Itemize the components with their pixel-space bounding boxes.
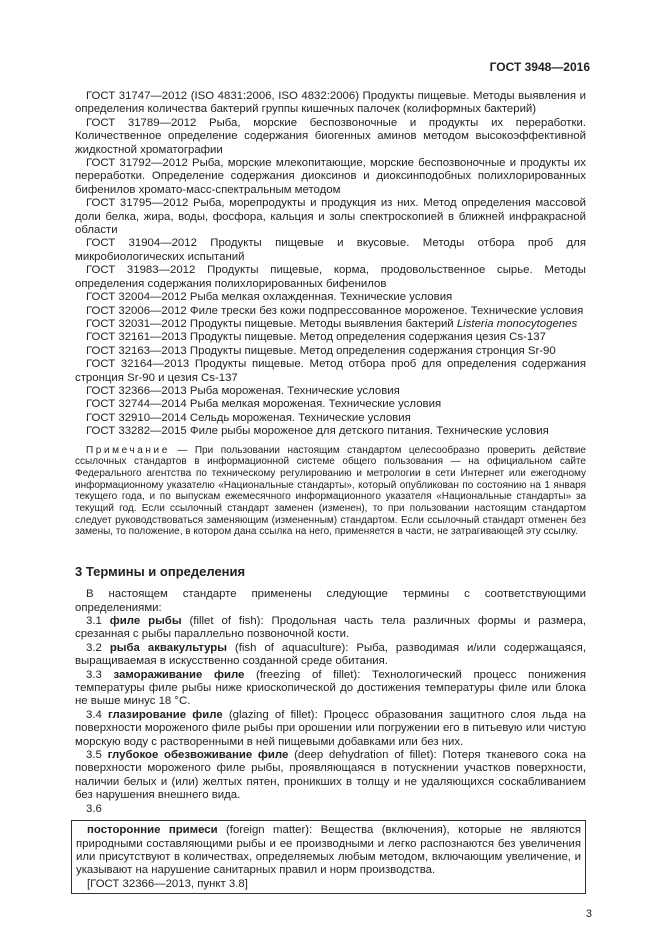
section-intro: В настоящем стандарте применены следующие термины с соответствующими определениями: [75,588,586,614]
term-definition: : Технологический процесс понижения температуры филе рыбы ниже криоскопической до достижения температуры филе или блока не выше минус 18 °С. [75,668,586,708]
term-english: (glazing of fillet) [222,708,315,721]
page-number: 3 [585,908,592,921]
term-english: (fish of aquaculture) [226,641,346,654]
reference-text: ГОСТ 32744—2014 Рыба мелкая мороженая. Технические условия [86,398,442,411]
term-english: (deep dehydration of fillet) [288,749,434,762]
reference-text: ГОСТ 32366—2013 Рыба мороженая. Технические условия [86,384,400,397]
reference-text: ГОСТ 32161—2013 Продукты пищевые. Метод определения содержания цезия Cs-137 [86,331,546,344]
reference-item [75,90,586,117]
note-label: Примечание [86,444,170,456]
term-name: глазирование филе [107,708,223,721]
term-definition-item [75,615,586,642]
reference-text: ГОСТ 32910—2014 Сельдь мороженая. Технические условия [86,411,411,424]
reference-item [75,117,586,157]
reference-item [75,157,586,197]
reference-text: ГОСТ 32031—2012 Продукты пищевые. Методы выявления бактерий [86,317,457,330]
term-definition-item [75,669,586,709]
reference-item [75,412,586,425]
reference-text: ГОСТ 31747—2012 (ISO 4831:2006, ISO 4832:2006) Продукты пищевые. Методы выявления и определения количества бактерий группы кишечных палочек (колиформных бактерий) [75,90,586,116]
term-number: 3.2 [86,641,110,654]
reference-italic-text: Listeria monocytogenes [456,317,578,330]
term-name: рыба аквакультуры [109,641,227,654]
reference-text: ГОСТ 31789—2012 Рыба, морские беспозвоночные и продукты их переработки. Количественное определение содержания биогенных аминов методом высокоэффективной жидкостной хроматографии [75,116,586,156]
term-name: глубокое обезвоживание филе [107,749,289,762]
reference-item [75,264,586,291]
normative-references-list [75,90,586,439]
reference-item [75,291,586,304]
quoted-term-box [71,820,586,894]
reference-item [75,197,586,237]
reference-text: ГОСТ 33282—2015 Филе рыбы мороженое для детского питания. Технические условия [86,425,549,438]
term-english: (foreign matter) [217,824,310,837]
term-source: [ГОСТ 32366—2013, пункт 3.8] [87,877,248,890]
term-definition: : Процесс образования защитного слоя льда на поверхности мороженого филе рыбы при орошении или погружении его в питьевую или чистую морскую воду с растворенными в ней пищевыми добавками или без них. [75,708,587,748]
reference-text: ГОСТ 32004—2012 Рыба мелкая охлажденная. Технические условия [86,291,453,304]
reference-item [75,385,586,398]
term-definition: : Потеря тканевого сока на поверхности мороженого филе рыбы, проявляющаяся в потускнении участков поверхности, наличии белых и (или) желтых пятен, проникших в толщу и не удаляющихся соскабливанием без нарушения внешнего вида. [75,749,587,802]
reference-item [75,425,586,438]
term-english: (fillet of fish) [181,615,261,627]
reference-item [75,318,586,331]
reference-item [75,237,586,264]
term-english: (freezing of fillet) [244,668,358,681]
document-header: ГОСТ 3948—2016 [489,60,590,74]
term-definition: : Вещества (включения), которые не являются природными составляющими рыбы и ее производными и легко распознаются без увеличения или присутствуют в количествах, определяемых любым методом, включающим увеличение, и указывают на нарушение санитарных правил и норм производства. [76,824,582,877]
reference-text: ГОСТ 31792—2012 Рыба, морские млекопитающие, морские беспозвоночные и продукты их переработки. Определение содержания диоксинов и диоксинподобных полихлорированных бифенилов хромато-масс-спектральным методом [75,157,586,196]
section-title: 3 Термины и определения [75,564,246,580]
terms-list [75,588,586,894]
note-text: — При пользовании настоящим стандартом целесообразно проверить действие ссылочных стандартов в информационной системе общего пользования — на официальном сайте Федерального агентства по техническому регулированию и метрологии в сети Интернет или ежегодному информационному указателю «Национальные стандарты», который опубликован по состоянию на 1 января текущего года, и по выпускам ежемесячного информационного указателя «Национальные стандарты» за текущий год. Если ссылочный стандарт заменен (изменен), то при пользовании настоящим стандартом следует руководствоваться заменяющим (измененным) стандартом. Если ссылочный стандарт отменен без замены, то положение, в котором дана ссылка на него, применяется в части, не затрагивающей эту ссылку. [75,444,586,538]
term-number: 3.4 [86,708,108,721]
reference-text: ГОСТ 32163—2013 Продукты пищевые. Метод определения содержания стронция Sr-90 [86,344,556,357]
term-definition: : Продольная часть тела различных формы и размера, срезанная с рыбы параллельно позвоночной кости. [75,615,586,641]
reference-item [75,345,586,358]
term-3-6-number: 3.6 [86,802,102,815]
term-name: филе рыбы [109,615,182,627]
page-content [75,90,586,894]
reference-item [75,305,586,318]
reference-text: ГОСТ 31795—2012 Рыба, морепродукты и продукция из них. Метод определения массовой доли белка, жира, воды, фосфора, кальция и золы спектроскопией в ближней инфракрасной области [75,197,586,237]
note-block [75,445,586,539]
term-number: 3.3 [86,668,114,681]
term-number: 3.5 [86,749,108,762]
reference-item [75,398,586,411]
reference-item [75,331,586,344]
reference-text: ГОСТ 32164—2013 Продукты пищевые. Метод отбора проб для определения содержания стронция Sr-90 и цезия Cs-137 [75,358,586,384]
term-definition-item [75,642,586,669]
term-definition: : Рыба, разводимая и/или содержащаяся, выращиваемая в искусственно созданной среде обитания. [75,641,586,668]
term-name: замораживание филе [113,668,245,681]
term-number: 3.1 [86,615,110,627]
term-definition-item [75,749,586,803]
reference-item [75,358,586,385]
reference-text: ГОСТ 31983—2012 Продукты пищевые, корма, продовольственное сырье. Методы определения содержания полихлорированных бифенилов [75,264,586,290]
reference-text: ГОСТ 32006—2012 Филе трески без кожи подпрессованное мороженое. Технические условия [86,304,584,317]
term-name: посторонние примеси [87,824,218,837]
reference-text: ГОСТ 31904—2012 Продукты пищевые и вкусовые. Методы отбора проб для микробиологических испытаний [75,237,586,263]
term-definition-item [75,709,586,749]
